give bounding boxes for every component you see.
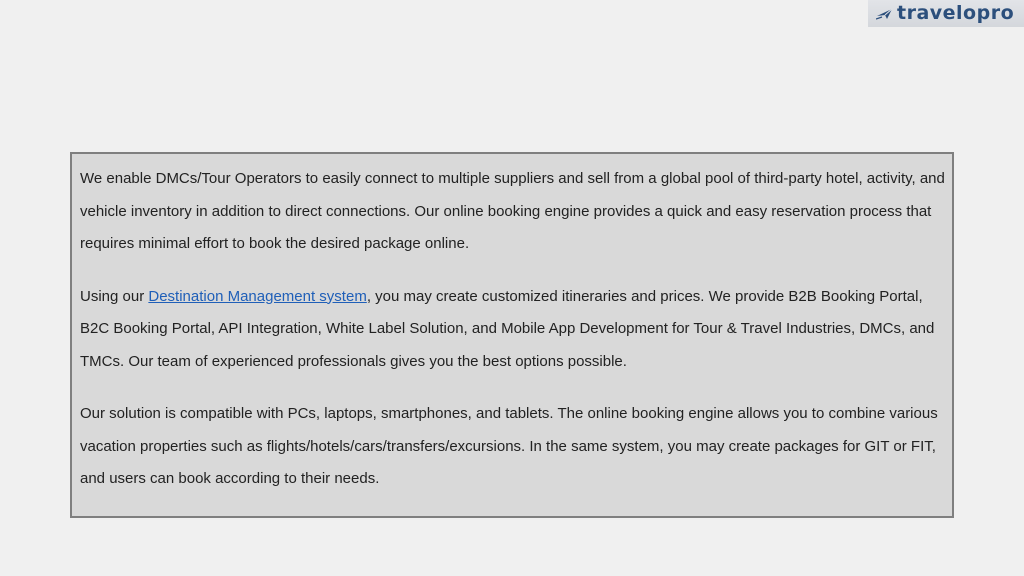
paragraph-services-body: , you may create customized itineraries and prices. We provide B2B Booking Portal, B2C Booking Portal, API Integration, White Label Solution, and Mobile App Development for Tour & Travel Industries, DMCs, and TMCs. Our team of experienced professionals gives you the best options possible.: [80, 287, 935, 370]
plane-icon: [876, 7, 894, 21]
logo-text: travelopro: [897, 2, 1015, 24]
paragraph-services: [80, 281, 946, 379]
paragraph-intro: We enable DMCs/Tour Operators to easily connect to multiple suppliers and sell from a global pool of third-party hotel, activity, and vehicle inventory in addition to direct connections. Our online booking engine provides a quick and easy reservation process that requires minimal effort to book the desired package online.: [80, 170, 945, 252]
travelopro-logo[interactable]: [868, 0, 1024, 27]
paragraph-compatibility: Our solution is compatible with PCs, laptops, smartphones, and tablets. The online booking engine allows you to combine various vacation properties such as flights/hotels/cars/transfers/excursions. In the same system, you may create packages for GIT or FIT, and users can book according to their needs.: [80, 405, 938, 487]
destination-management-link[interactable]: Destination Management system: [148, 287, 367, 305]
paragraph-services-lead: Using our: [80, 287, 149, 305]
content-box: [70, 152, 954, 518]
